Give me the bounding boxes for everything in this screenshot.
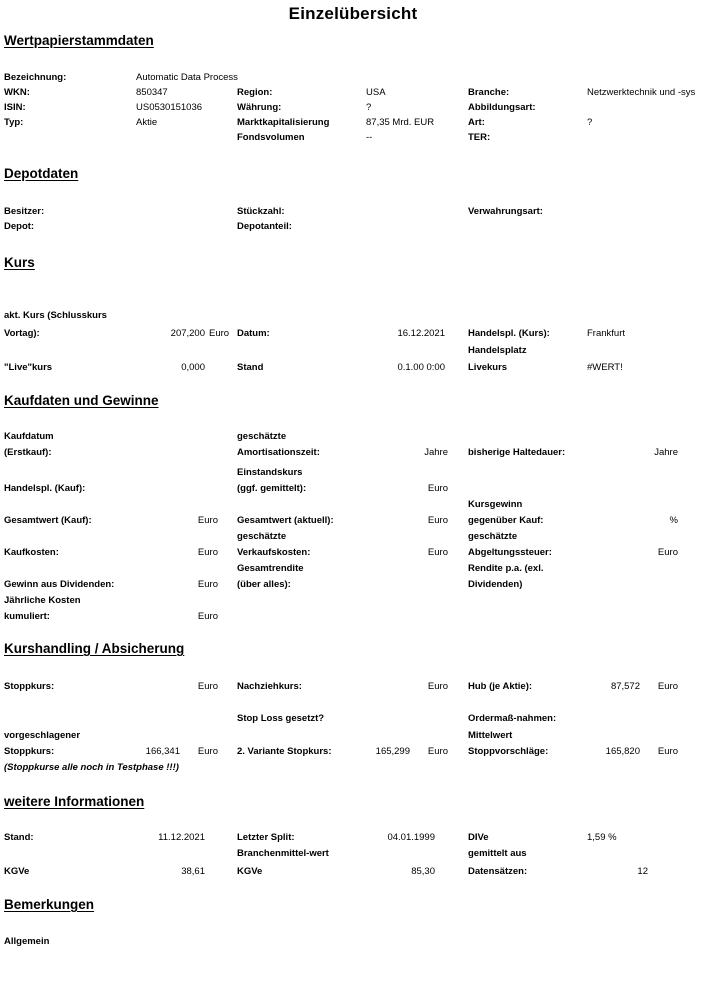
field-label-isin: ISIN:: [4, 102, 26, 113]
field-value-kgve: 38,61: [181, 866, 205, 877]
field-value-stand-kurs: 0.1.00 0:00: [397, 362, 445, 373]
field-label-handelspl-kauf: Handelspl. (Kauf):: [4, 483, 86, 494]
field-label-kumuliert: kumuliert:: [4, 611, 50, 622]
field-label-livekurs-row: "Live"kurs: [4, 362, 53, 373]
field-value-wkn: 850347: [136, 87, 168, 98]
field-label-dive: DIVe: [468, 832, 489, 843]
field-label-verwahrungsart: Verwahrungsart:: [468, 206, 543, 217]
section-heading-bemerkungen: Bemerkungen: [4, 897, 95, 912]
field-value-marktkapitalisierung: 87,35 Mrd. EUR: [366, 117, 435, 128]
field-label-kaufdatum-line2: (Erstkauf):: [4, 447, 52, 458]
field-label-akt-kurs-line1: akt. Kurs (Schlusskurs: [4, 310, 107, 321]
field-label-ordermassnahmen: Ordermaß-nahmen:: [468, 713, 557, 724]
field-value-datum: 16.12.2021: [397, 328, 445, 339]
field-unit-amortisation: Jahre: [424, 447, 448, 458]
field-label-handelspl-kurs: Handelspl. (Kurs):: [468, 328, 550, 339]
field-label-kaufkosten: Kaufkosten:: [4, 547, 59, 558]
field-unit-gesamtwert-kauf: Euro: [197, 515, 218, 526]
field-label-abbildungsart: Abbildungsart:: [468, 102, 536, 113]
field-unit-abgeltungssteuer: Euro: [657, 547, 678, 558]
field-label-stoppkurs: Stoppkurs:: [4, 681, 55, 692]
field-label-akt-kurs-line2: Vortag):: [4, 328, 40, 339]
field-label-gewinn-dividenden: Gewinn aus Dividenden:: [4, 579, 115, 590]
field-value-dive: 1,59 %: [587, 832, 617, 843]
field-value-akt-kurs: 207,200: [170, 328, 205, 339]
field-unit-stoppkurs: Euro: [197, 681, 218, 692]
field-label-kursgewinn-line2: gegenüber Kauf:: [468, 515, 544, 526]
field-label-gesamtwert-aktuell: Gesamtwert (aktuell):: [237, 515, 334, 526]
field-unit-variante-2-stopkurs: Euro: [427, 746, 448, 757]
field-label-kgve: KGVe: [4, 866, 30, 877]
field-label-nachziehkurs: Nachziehkurs:: [237, 681, 302, 692]
page-title: Einzelübersicht: [288, 4, 418, 23]
field-value-kgve-branche: 85,30: [411, 866, 435, 877]
field-label-fondsvolumen: Fondsvolumen: [237, 132, 305, 143]
field-label-depotanteil: Depotanteil:: [237, 221, 292, 232]
field-label-datensaetzen: Datensätzen:: [468, 866, 528, 877]
field-value-livekurs-row: 0,000: [181, 362, 205, 373]
field-label-jaehrliche-kosten: Jährliche Kosten: [4, 595, 81, 606]
field-label-stand: Stand:: [4, 832, 34, 843]
field-value-waehrung: ?: [366, 102, 372, 113]
field-label-datum: Datum:: [237, 328, 270, 339]
field-label-abgeltungssteuer-line1: geschätzte: [468, 531, 518, 542]
field-label-vorgeschlagener-stoppkurs: Stoppkurs:: [4, 746, 55, 757]
field-label-stop-loss-gesetzt: Stop Loss gesetzt?: [237, 713, 325, 724]
field-label-typ: Typ:: [4, 117, 24, 128]
field-value-fondsvolumen: --: [366, 132, 373, 143]
section-heading-weitere-informationen: weitere Informationen: [4, 794, 145, 809]
field-value-vorgeschlagener-stoppkurs: 166,341: [145, 746, 180, 757]
field-label-wkn: WKN:: [4, 87, 30, 98]
field-label-marktkapitalisierung: Marktkapitalisierung: [237, 117, 330, 128]
field-label-amortisation-line1: geschätzte: [237, 431, 287, 442]
field-label-region: Region:: [237, 87, 273, 98]
field-label-kursgewinn-line1: Kursgewinn: [468, 499, 523, 510]
field-value-hub-je-aktie: 87,572: [610, 681, 640, 692]
section-heading-depotdaten: Depotdaten: [4, 166, 79, 181]
field-label-livekurs: Livekurs: [468, 362, 508, 373]
field-value-region: USA: [366, 87, 386, 98]
field-label-ter: TER:: [468, 132, 491, 143]
field-label-vorgeschlagener: vorgeschlagener: [4, 730, 81, 741]
field-value-branche: Netzwerktechnik und -sys: [587, 87, 696, 98]
field-label-gesamtwert-kauf: Gesamtwert (Kauf):: [4, 515, 92, 526]
field-label-stueckzahl: Stückzahl:: [237, 206, 285, 217]
field-label-art: Art:: [468, 117, 485, 128]
field-label-mittelwert: Mittelwert: [468, 730, 513, 741]
field-value-variante-2-stopkurs: 165,299: [375, 746, 410, 757]
section-heading-kurshandling: Kurshandling / Absicherung: [4, 641, 185, 656]
field-label-abgeltungssteuer-line2: Abgeltungssteuer:: [468, 547, 552, 558]
field-label-verkaufskosten-line2: Verkaufskosten:: [237, 547, 311, 558]
field-label-bezeichnung: Bezeichnung:: [4, 72, 67, 83]
field-label-stand-kurs: Stand: [237, 362, 264, 373]
field-value-art: ?: [587, 117, 593, 128]
field-label-variante-2-stopkurs: 2. Variante Stopkurs:: [237, 746, 332, 757]
section-heading-kurs: Kurs: [4, 255, 35, 270]
field-label-allgemein: Allgemein: [4, 936, 50, 947]
field-label-handelsplatz: Handelsplatz: [468, 345, 527, 356]
field-value-isin: US0530151036: [136, 102, 203, 113]
field-unit-kaufkosten: Euro: [197, 547, 218, 558]
field-label-gesamtrendite-line2: (über alles):: [237, 579, 291, 590]
field-label-rendite-pa-line1: Rendite p.a. (exl.: [468, 563, 544, 574]
field-unit-gesamtwert-aktuell: Euro: [427, 515, 448, 526]
field-label-kgve-branche: KGVe: [237, 866, 263, 877]
field-label-depot: Depot:: [4, 221, 35, 232]
field-value-datensaetzen: 12: [637, 866, 648, 877]
field-label-branche: Branche:: [468, 87, 510, 98]
field-unit-akt-kurs: Euro: [209, 328, 230, 339]
field-value-stoppvorschlaege: 165,820: [605, 746, 640, 757]
field-label-bisherige-haltedauer: bisherige Haltedauer:: [468, 447, 566, 458]
footnote-stoppkurse-testphase: (Stoppkurse alle noch in Testphase !!!): [4, 762, 179, 773]
field-unit-gewinn-dividenden: Euro: [197, 579, 218, 590]
field-label-besitzer: Besitzer:: [4, 206, 45, 217]
field-unit-hub-je-aktie: Euro: [657, 681, 678, 692]
field-unit-vorgeschlagener-stoppkurs: Euro: [197, 746, 218, 757]
field-label-einstandskurs-line2: (ggf. gemittelt):: [237, 483, 307, 494]
field-value-stand: 11.12.2021: [158, 832, 205, 843]
field-label-amortisation-line2: Amortisationszeit:: [237, 447, 320, 458]
field-value-livekurs: #WERT!: [587, 362, 623, 373]
field-unit-bisherige-haltedauer: Jahre: [654, 447, 678, 458]
field-label-hub-je-aktie: Hub (je Aktie):: [468, 681, 533, 692]
field-label-rendite-pa-line2: Dividenden): [468, 579, 523, 590]
field-value-handelspl-kurs: Frankfurt: [587, 328, 626, 339]
field-label-letzter-split: Letzter Split:: [237, 832, 295, 843]
field-unit-stoppvorschlaege: Euro: [657, 746, 678, 757]
section-heading-wertpapierstammdaten: Wertpapierstammdaten: [4, 33, 154, 48]
field-label-kaufdatum-line1: Kaufdatum: [4, 431, 54, 442]
field-value-letzter-split: 04.01.1999: [387, 832, 435, 843]
field-unit-einstandskurs: Euro: [427, 483, 448, 494]
field-unit-kursgewinn: %: [669, 515, 678, 526]
field-label-stoppvorschlaege: Stoppvorschläge:: [468, 746, 549, 757]
field-label-waehrung: Währung:: [237, 102, 282, 113]
field-label-gesamtrendite-line1: Gesamtrendite: [237, 563, 304, 574]
field-unit-verkaufskosten: Euro: [427, 547, 448, 558]
field-label-gemittelt-aus: gemittelt aus: [468, 848, 527, 859]
field-value-bezeichnung: Automatic Data Process: [136, 72, 238, 83]
field-value-typ: Aktie: [136, 117, 158, 128]
field-label-branchenmittelwert: Branchenmittel-wert: [237, 848, 329, 859]
field-unit-kumuliert: Euro: [197, 611, 218, 622]
field-label-einstandskurs-line1: Einstandskurs: [237, 467, 303, 478]
section-heading-kaufdaten: Kaufdaten und Gewinne: [4, 393, 159, 408]
field-unit-nachziehkurs: Euro: [427, 681, 448, 692]
field-label-verkaufskosten-line1: geschätzte: [237, 531, 287, 542]
